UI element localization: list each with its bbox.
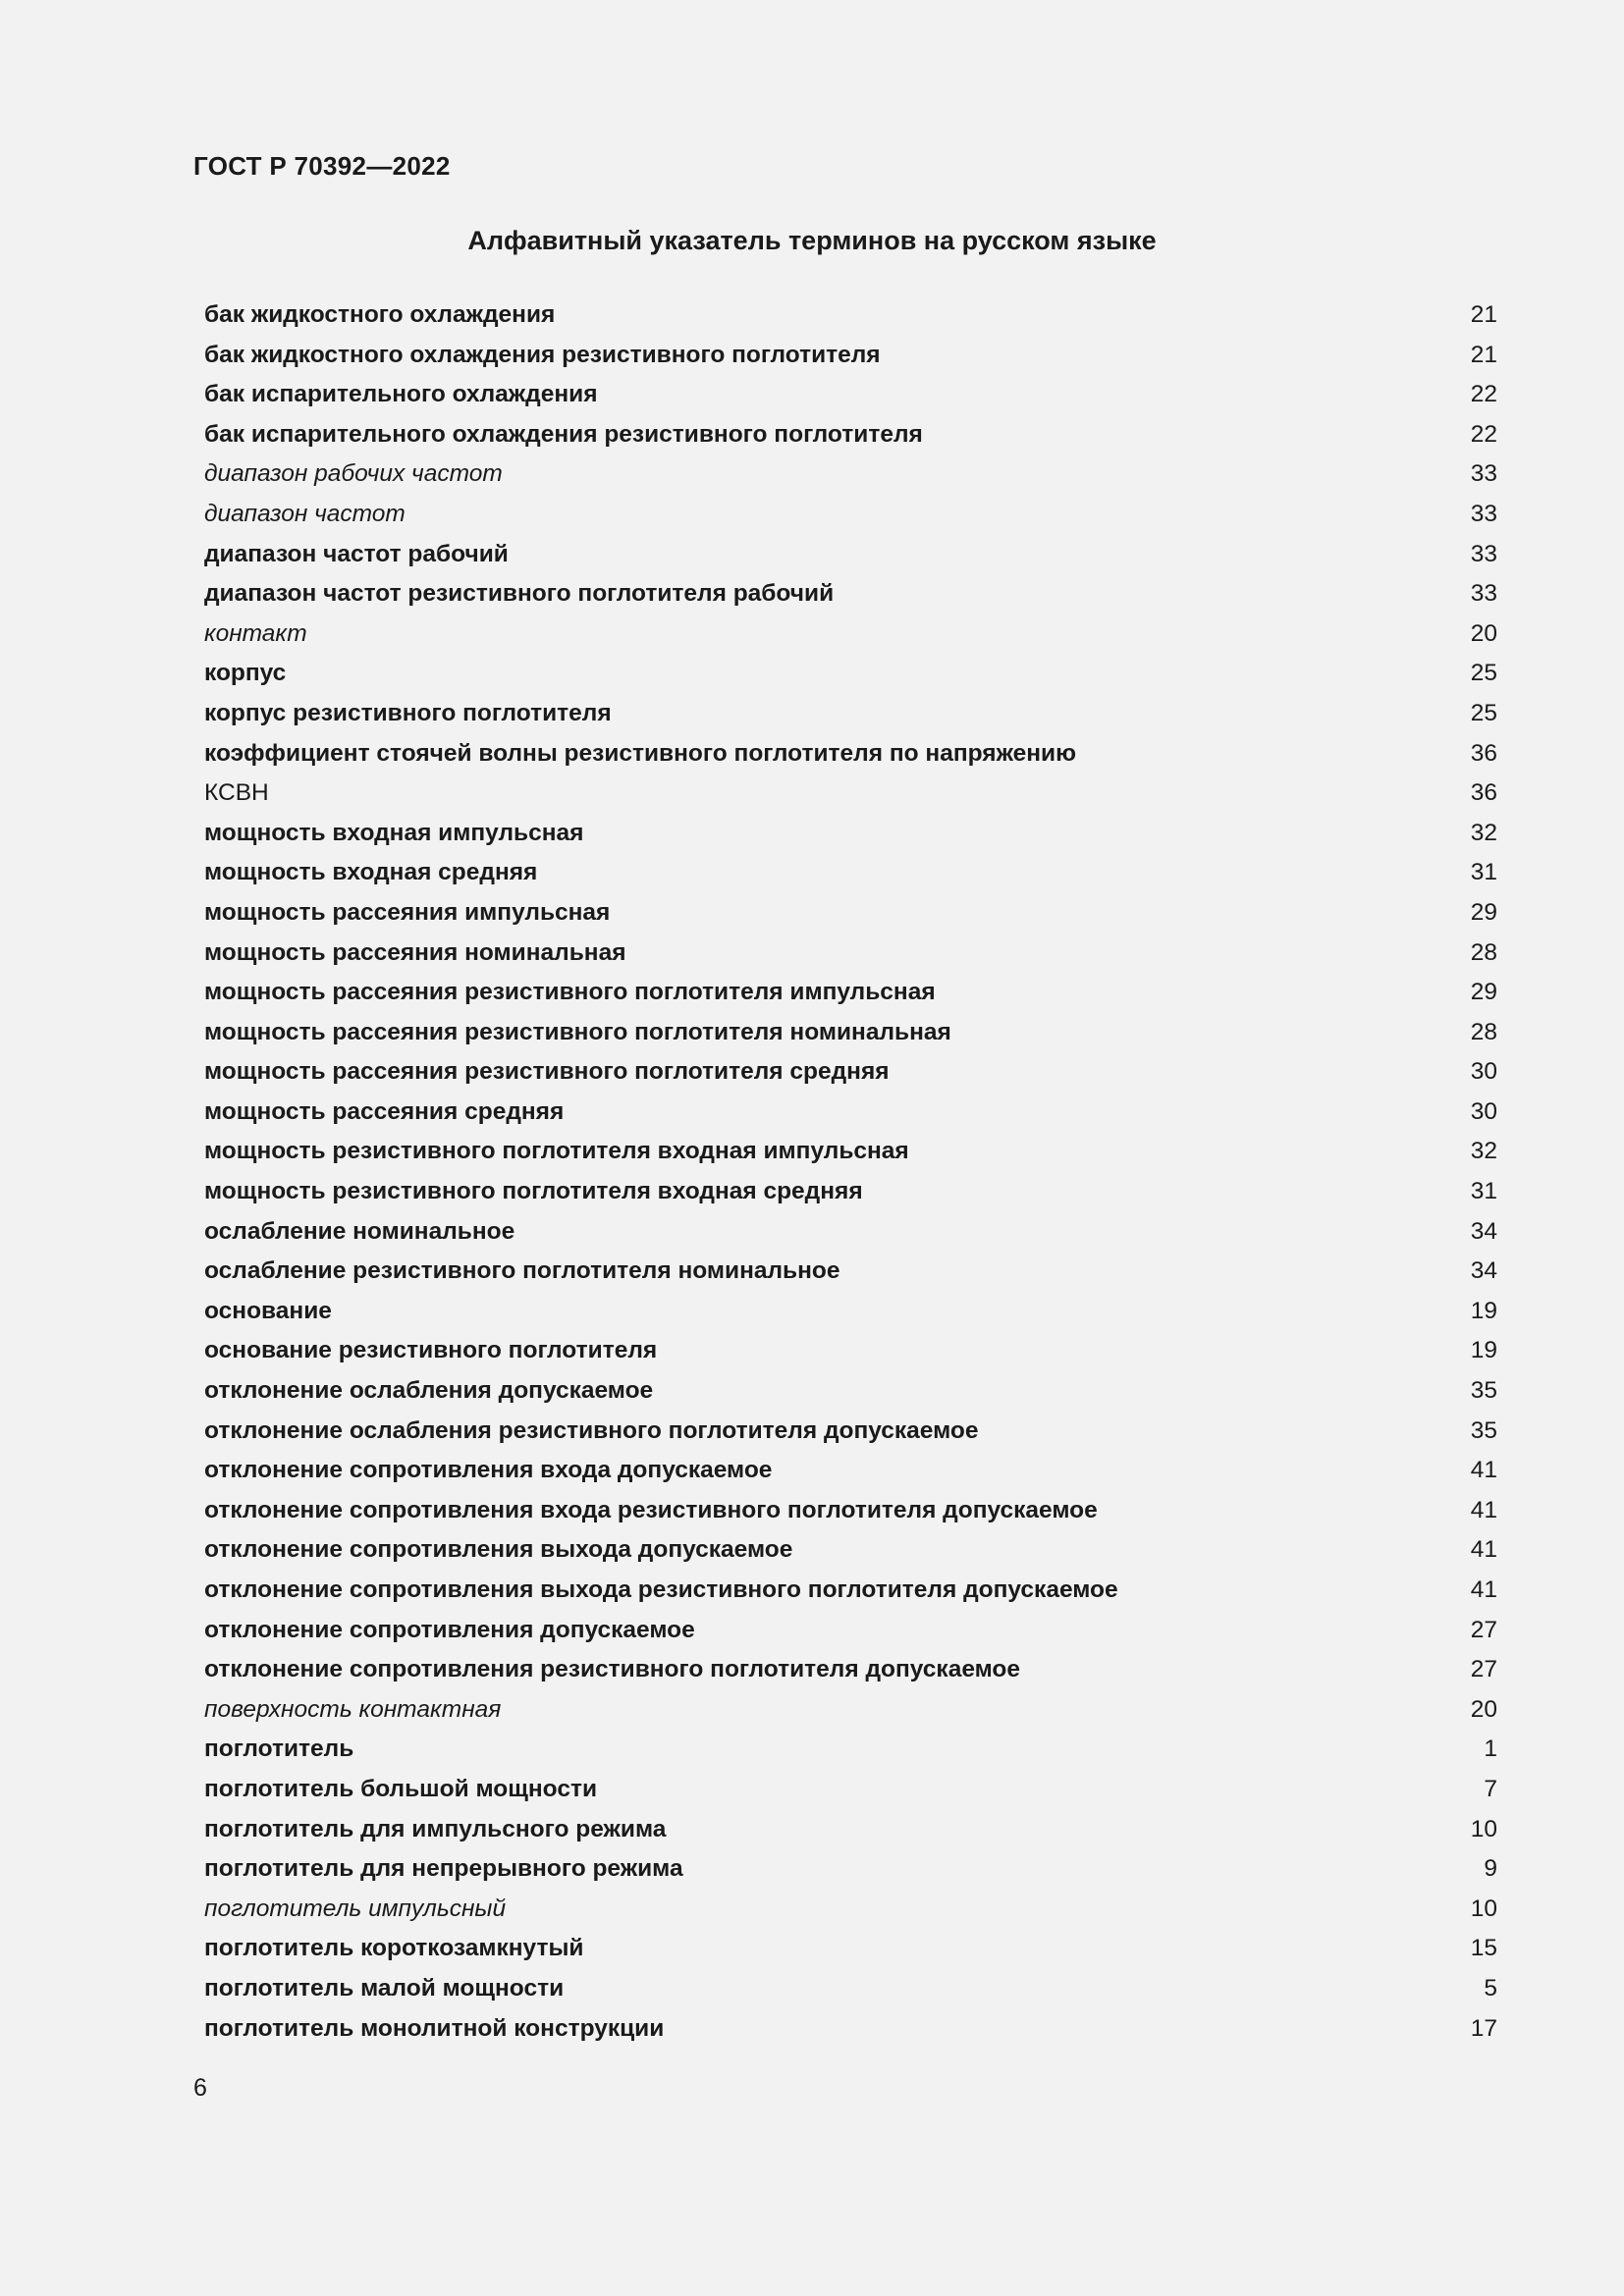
index-entry-page-ref: 1 [1484,1735,1497,1763]
index-entry-page-ref: 34 [1470,1217,1497,1245]
index-entry-term: диапазон рабочих частот [204,460,503,488]
index-entry-page-ref: 31 [1470,1178,1497,1205]
index-entry-term: поглотитель большой мощности [204,1775,598,1802]
index-entry-page-ref: 29 [1470,898,1497,926]
index-entry-term: основание [204,1297,332,1324]
index-entry-term: бак жидкостного охлаждения резистивного поглотителя [204,341,881,368]
index-entry [204,1491,1497,1531]
index-entry [204,1571,1497,1611]
index-entry [204,375,1497,415]
index-entry-term: ослабление резистивного поглотителя номинальное [204,1257,840,1285]
index-entry-term: поверхность контактная [204,1695,502,1723]
index-entry [204,535,1497,575]
index-entry [204,415,1497,455]
index-entry [204,694,1497,734]
index-entry-page-ref: 36 [1470,779,1497,807]
index-entry-term: поглотитель малой мощности [204,1974,565,2002]
index-entry-term: диапазон частот рабочий [204,540,509,567]
index-entry-term: отклонение сопротивления выхода допускаемое [204,1536,793,1564]
index-entry [204,1730,1497,1770]
index-entry [204,1013,1497,1053]
index-entry-page-ref: 41 [1470,1457,1497,1484]
index-entry [204,734,1497,774]
index-entry-page-ref: 35 [1470,1377,1497,1405]
index-entry-page-ref: 22 [1470,420,1497,448]
index-entry [204,1252,1497,1292]
index-entry-page-ref: 30 [1470,1097,1497,1125]
index-title: Алфавитный указатель терминов на русском языке [467,226,1157,255]
index-entry [204,1650,1497,1690]
index-entry-term: мощность рассеяния резистивного поглотителя средняя [204,1058,890,1086]
document-code: ГОСТ Р 70392—2022 [193,151,451,181]
index-entry-term: поглотитель короткозамкнутый [204,1935,584,1962]
index-entry [204,1331,1497,1371]
index-entry [204,1770,1497,1810]
index-entry-page-ref: 36 [1470,739,1497,767]
index-entry-term: отклонение сопротивления резистивного поглотителя допускаемое [204,1656,1021,1683]
index-entry-page-ref: 22 [1470,381,1497,408]
index-entry-term: мощность рассеяния средняя [204,1097,565,1125]
index-entry [204,654,1497,694]
index-entry [204,1212,1497,1253]
index-entry-term: бак жидкостного охлаждения [204,301,556,328]
term-index-list [204,295,1497,2049]
index-entry [204,814,1497,854]
index-entry-term: отклонение ослабления резистивного поглотителя допускаемое [204,1416,979,1444]
index-entry [204,1929,1497,1969]
index-entry [204,295,1497,336]
index-entry [204,1292,1497,1332]
index-entry-page-ref: 32 [1470,819,1497,846]
index-entry-page-ref: 10 [1470,1815,1497,1842]
index-entry-page-ref: 33 [1470,580,1497,608]
index-entry-term: мощность резистивного поглотителя входная средняя [204,1178,863,1205]
index-entry-page-ref: 25 [1470,699,1497,726]
index-entry-term: бак испарительного охлаждения резистивного поглотителя [204,420,923,448]
index-entry-term: ослабление номинальное [204,1217,515,1245]
index-entry-page-ref: 21 [1470,341,1497,368]
index-entry-term: корпус резистивного поглотителя [204,699,612,726]
index-entry-term: диапазон частот резистивного поглотителя рабочий [204,580,835,608]
index-entry [204,853,1497,893]
index-entry [204,1371,1497,1412]
index-entry-page-ref: 28 [1470,1018,1497,1045]
index-entry-page-ref: 32 [1470,1138,1497,1165]
index-entry-term: мощность рассеяния резистивного поглотителя импульсная [204,979,936,1006]
index-entry-page-ref: 10 [1470,1895,1497,1922]
index-entry-page-ref: 35 [1470,1416,1497,1444]
index-entry-term: мощность входная импульсная [204,819,584,846]
index-entry-term: корпус [204,660,287,687]
index-entry-term: КСВН [204,779,269,807]
index-entry-term: бак испарительного охлаждения [204,381,598,408]
index-entry-page-ref: 25 [1470,660,1497,687]
index-entry-page-ref: 9 [1484,1855,1497,1883]
index-entry [204,1093,1497,1133]
index-entry-term: отклонение сопротивления выхода резистивного поглотителя допускаемое [204,1576,1118,1603]
index-entry-term: отклонение сопротивления допускаемое [204,1616,695,1643]
index-entry-term: поглотитель для импульсного режима [204,1815,667,1842]
index-entry-term: диапазон частот [204,500,406,527]
index-entry-term: поглотитель [204,1735,354,1763]
index-entry [204,614,1497,655]
index-entry [204,336,1497,376]
index-entry-term: отклонение сопротивления входа резистивного поглотителя допускаемое [204,1496,1098,1523]
index-entry [204,1849,1497,1890]
index-entry-page-ref: 31 [1470,859,1497,886]
index-entry-page-ref: 5 [1484,1974,1497,2002]
index-entry [204,1172,1497,1212]
index-entry [204,1412,1497,1452]
index-entry-page-ref: 20 [1470,1695,1497,1723]
index-entry-page-ref: 41 [1470,1536,1497,1564]
index-entry-term: контакт [204,619,307,647]
index-entry [204,1611,1497,1651]
index-entry-term: поглотитель для непрерывного режима [204,1855,683,1883]
index-entry [204,2009,1497,2050]
index-entry-page-ref: 29 [1470,979,1497,1006]
index-entry-term: поглотитель импульсный [204,1895,507,1922]
index-entry-term: основание резистивного поглотителя [204,1337,658,1364]
index-entry-term: мощность входная средняя [204,859,538,886]
index-entry [204,574,1497,614]
index-entry [204,454,1497,495]
index-entry-page-ref: 19 [1470,1337,1497,1364]
index-entry-page-ref: 34 [1470,1257,1497,1285]
index-entry [204,1132,1497,1172]
index-entry-term: поглотитель монолитной конструкции [204,2014,665,2042]
index-entry-page-ref: 19 [1470,1297,1497,1324]
index-entry-page-ref: 7 [1484,1775,1497,1802]
index-entry-page-ref: 33 [1470,460,1497,488]
index-entry-page-ref: 17 [1470,2014,1497,2042]
index-entry [204,1810,1497,1850]
index-entry-page-ref: 27 [1470,1656,1497,1683]
page-number: 6 [193,2074,207,2102]
index-entry-page-ref: 33 [1470,500,1497,527]
index-entry [204,1451,1497,1491]
index-entry-page-ref: 28 [1470,938,1497,966]
index-entry-term: отклонение ослабления допускаемое [204,1377,654,1405]
index-entry [204,1690,1497,1731]
index-entry-page-ref: 30 [1470,1058,1497,1086]
index-entry [204,893,1497,934]
index-entry [204,1530,1497,1571]
index-entry-page-ref: 41 [1470,1496,1497,1523]
index-entry [204,1052,1497,1093]
index-entry-term: коэффициент стоячей волны резистивного поглотителя по напряжению [204,739,1077,767]
index-entry [204,774,1497,814]
index-entry [204,495,1497,535]
index-entry [204,934,1497,974]
index-entry-page-ref: 33 [1470,540,1497,567]
index-entry-term: мощность рассеяния номинальная [204,938,626,966]
index-entry [204,1969,1497,2009]
index-entry [204,1890,1497,1930]
index-entry-term: отклонение сопротивления входа допускаемое [204,1457,773,1484]
index-entry-term: мощность резистивного поглотителя входная импульсная [204,1138,909,1165]
index-entry-term: мощность рассеяния импульсная [204,898,611,926]
index-entry-term: мощность рассеяния резистивного поглотителя номинальная [204,1018,951,1045]
index-entry-page-ref: 21 [1470,301,1497,328]
index-entry-page-ref: 41 [1470,1576,1497,1603]
index-entry-page-ref: 20 [1470,619,1497,647]
index-entry-page-ref: 15 [1470,1935,1497,1962]
index-entry [204,973,1497,1013]
index-entry-page-ref: 27 [1470,1616,1497,1643]
